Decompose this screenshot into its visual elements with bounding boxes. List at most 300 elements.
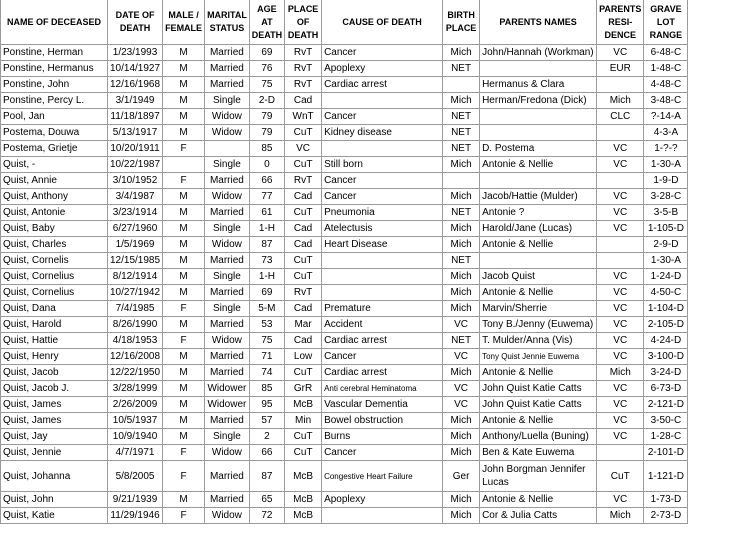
cell-parents: John Quist Katie Catts bbox=[480, 397, 597, 413]
cell-parents: D. Postema bbox=[480, 141, 597, 157]
cell-place: McB bbox=[285, 508, 322, 524]
cell-name: Quist, Charles bbox=[1, 237, 108, 253]
cell-age: 69 bbox=[249, 45, 284, 61]
table-row bbox=[1, 413, 688, 429]
cell-cause: Burns bbox=[322, 429, 443, 445]
cell-sex: M bbox=[163, 381, 205, 397]
cell-date: 10/27/1942 bbox=[108, 285, 163, 301]
cell-name: Quist, Annie bbox=[1, 173, 108, 189]
cell-cause bbox=[322, 269, 443, 285]
cell-parents: Antonie & Nellie bbox=[480, 492, 597, 508]
cell-place: RvT bbox=[285, 77, 322, 93]
cell-cause: Atelectusis bbox=[322, 221, 443, 237]
cell-grave: 3-28-C bbox=[644, 189, 688, 205]
cell-sex: F bbox=[163, 461, 205, 492]
cell-name: Quist, John bbox=[1, 492, 108, 508]
cell-name: Quist, James bbox=[1, 413, 108, 429]
table-row bbox=[1, 285, 688, 301]
cell-cause: Cancer bbox=[322, 45, 443, 61]
table-row bbox=[1, 461, 688, 492]
cell-age: 87 bbox=[249, 237, 284, 253]
cell-sex: M bbox=[163, 413, 205, 429]
cell-name: Quist, Johanna bbox=[1, 461, 108, 492]
header-marital: MARITAL STATUS bbox=[205, 0, 250, 45]
cell-date: 3/23/1914 bbox=[108, 205, 163, 221]
cell-residence bbox=[597, 445, 644, 461]
cell-age: 61 bbox=[249, 205, 284, 221]
cell-residence: VC bbox=[597, 317, 644, 333]
cell-name: Quist, - bbox=[1, 157, 108, 173]
cell-name: Quist, Dana bbox=[1, 301, 108, 317]
cell-residence: VC bbox=[597, 45, 644, 61]
cell-cause bbox=[322, 93, 443, 109]
table-row bbox=[1, 269, 688, 285]
cell-age: 69 bbox=[249, 285, 284, 301]
cell-sex: M bbox=[163, 205, 205, 221]
cell-date: 3/28/1999 bbox=[108, 381, 163, 397]
cell-sex: M bbox=[163, 397, 205, 413]
cell-birthplace: Mich bbox=[443, 301, 480, 317]
table-row bbox=[1, 349, 688, 365]
cell-parents: Anthony/Luella (Buning) bbox=[480, 429, 597, 445]
cell-grave: 1-121-D bbox=[644, 461, 688, 492]
cell-cause bbox=[322, 253, 443, 269]
cell-birthplace: NET bbox=[443, 141, 480, 157]
table-row bbox=[1, 77, 688, 93]
cell-parents: Antonie & Nellie bbox=[480, 365, 597, 381]
cell-cause bbox=[322, 141, 443, 157]
cell-date: 8/12/1914 bbox=[108, 269, 163, 285]
cell-sex: M bbox=[163, 45, 205, 61]
cell-residence: VC bbox=[597, 429, 644, 445]
cell-grave: 1-?-? bbox=[644, 141, 688, 157]
cell-parents: Antonie & Nellie bbox=[480, 157, 597, 173]
cell-residence: VC bbox=[597, 189, 644, 205]
cell-sex: M bbox=[163, 349, 205, 365]
cell-residence: VC bbox=[597, 381, 644, 397]
cell-name: Quist, Jay bbox=[1, 429, 108, 445]
cell-grave: 1-104-D bbox=[644, 301, 688, 317]
cell-marital: Widower bbox=[205, 381, 250, 397]
cell-birthplace: Ger bbox=[443, 461, 480, 492]
cell-marital: Widow bbox=[205, 125, 250, 141]
cell-birthplace: Mich bbox=[443, 237, 480, 253]
cell-birthplace: Mich bbox=[443, 157, 480, 173]
cell-marital: Married bbox=[205, 61, 250, 77]
cell-date: 3/4/1987 bbox=[108, 189, 163, 205]
header-residence: PARENTS RESI-DENCE bbox=[597, 0, 644, 45]
cell-name: Quist, Anthony bbox=[1, 189, 108, 205]
cell-name: Postema, Grietje bbox=[1, 141, 108, 157]
cell-birthplace: VC bbox=[443, 381, 480, 397]
cell-parents: Hermanus & Clara bbox=[480, 77, 597, 93]
cell-grave: 1-48-C bbox=[644, 61, 688, 77]
table-row bbox=[1, 381, 688, 397]
cell-residence: VC bbox=[597, 141, 644, 157]
cell-age: 71 bbox=[249, 349, 284, 365]
cell-sex: F bbox=[163, 333, 205, 349]
table-row bbox=[1, 253, 688, 269]
cell-birthplace: Mich bbox=[443, 429, 480, 445]
cell-birthplace: Mich bbox=[443, 93, 480, 109]
header-place: PLACE OF DEATH bbox=[285, 0, 322, 45]
cell-marital: Married bbox=[205, 77, 250, 93]
cell-date: 12/16/2008 bbox=[108, 349, 163, 365]
cell-cause: Apoplexy bbox=[322, 61, 443, 77]
cell-birthplace: NET bbox=[443, 205, 480, 221]
cell-cause bbox=[322, 285, 443, 301]
cell-place: McB bbox=[285, 461, 322, 492]
cell-name: Quist, Jennie bbox=[1, 445, 108, 461]
cell-date: 12/22/1950 bbox=[108, 365, 163, 381]
cell-residence bbox=[597, 237, 644, 253]
cell-cause: Congestive Heart Failure bbox=[322, 461, 443, 492]
cell-cause: Cancer bbox=[322, 173, 443, 189]
cell-grave: 4-24-D bbox=[644, 333, 688, 349]
cell-name: Pool, Jan bbox=[1, 109, 108, 125]
cell-name: Ponstine, Hermanus bbox=[1, 61, 108, 77]
cell-age: 1-H bbox=[249, 221, 284, 237]
cell-parents bbox=[480, 109, 597, 125]
cell-date: 8/26/1990 bbox=[108, 317, 163, 333]
header-cause: CAUSE OF DEATH bbox=[322, 0, 443, 45]
cell-place: Cad bbox=[285, 333, 322, 349]
cell-birthplace: Mich bbox=[443, 269, 480, 285]
cell-place: RvT bbox=[285, 45, 322, 61]
cell-grave: 3-100-D bbox=[644, 349, 688, 365]
cell-parents: Marvin/Sherrie bbox=[480, 301, 597, 317]
cell-parents: Tony B./Jenny (Euwema) bbox=[480, 317, 597, 333]
cell-name: Quist, Cornelius bbox=[1, 269, 108, 285]
table-row bbox=[1, 333, 688, 349]
cell-sex: M bbox=[163, 125, 205, 141]
cell-grave: 1-9-D bbox=[644, 173, 688, 189]
table-row bbox=[1, 109, 688, 125]
cell-birthplace: NET bbox=[443, 253, 480, 269]
cell-residence: VC bbox=[597, 157, 644, 173]
cell-sex: M bbox=[163, 61, 205, 77]
cell-age: 1-H bbox=[249, 269, 284, 285]
cell-name: Ponstine, John bbox=[1, 77, 108, 93]
cell-sex: M bbox=[163, 189, 205, 205]
cell-marital: Widow bbox=[205, 445, 250, 461]
cell-parents: John/Hannah (Workman) bbox=[480, 45, 597, 61]
cell-residence: Mich bbox=[597, 365, 644, 381]
cell-marital: Married bbox=[205, 173, 250, 189]
cell-marital: Widow bbox=[205, 237, 250, 253]
cell-age: 73 bbox=[249, 253, 284, 269]
cell-sex: M bbox=[163, 285, 205, 301]
cell-date: 5/8/2005 bbox=[108, 461, 163, 492]
cell-parents: Jacob/Hattie (Mulder) bbox=[480, 189, 597, 205]
cell-residence: VC bbox=[597, 349, 644, 365]
cell-sex: M bbox=[163, 237, 205, 253]
cell-place: Cad bbox=[285, 237, 322, 253]
cell-residence: EUR bbox=[597, 61, 644, 77]
table-row bbox=[1, 365, 688, 381]
cell-date: 9/21/1939 bbox=[108, 492, 163, 508]
table-row bbox=[1, 173, 688, 189]
cell-place: CuT bbox=[285, 429, 322, 445]
cell-place: CuT bbox=[285, 157, 322, 173]
cell-place: RvT bbox=[285, 285, 322, 301]
cell-sex: M bbox=[163, 221, 205, 237]
cell-marital: Married bbox=[205, 492, 250, 508]
cell-name: Ponstine, Percy L. bbox=[1, 93, 108, 109]
cell-grave: 6-73-D bbox=[644, 381, 688, 397]
table-row bbox=[1, 125, 688, 141]
cell-marital: Married bbox=[205, 365, 250, 381]
cell-sex: F bbox=[163, 508, 205, 524]
cell-date: 2/26/2009 bbox=[108, 397, 163, 413]
cell-sex: F bbox=[163, 173, 205, 189]
cell-name: Quist, Antonie bbox=[1, 205, 108, 221]
cell-marital: Single bbox=[205, 269, 250, 285]
cell-residence: Mich bbox=[597, 93, 644, 109]
cell-grave: 1-73-D bbox=[644, 492, 688, 508]
cell-birthplace: NET bbox=[443, 333, 480, 349]
cell-grave: 1-105-D bbox=[644, 221, 688, 237]
cell-sex: F bbox=[163, 445, 205, 461]
table-row bbox=[1, 445, 688, 461]
cell-marital: Married bbox=[205, 461, 250, 492]
cell-date: 12/15/1985 bbox=[108, 253, 163, 269]
cell-marital bbox=[205, 141, 250, 157]
cell-cause: Premature bbox=[322, 301, 443, 317]
cell-grave: 4-50-C bbox=[644, 285, 688, 301]
cell-grave: 2-121-D bbox=[644, 397, 688, 413]
table-row bbox=[1, 429, 688, 445]
cell-sex: M bbox=[163, 77, 205, 93]
cell-grave: 2-73-D bbox=[644, 508, 688, 524]
cell-date: 4/7/1971 bbox=[108, 445, 163, 461]
cell-grave: 3-24-D bbox=[644, 365, 688, 381]
cell-parents: Antonie & Nellie bbox=[480, 237, 597, 253]
cell-birthplace: Mich bbox=[443, 445, 480, 461]
cell-age: 77 bbox=[249, 189, 284, 205]
table-row bbox=[1, 141, 688, 157]
cell-place: CuT bbox=[285, 253, 322, 269]
table-row bbox=[1, 492, 688, 508]
cell-date: 1/23/1993 bbox=[108, 45, 163, 61]
cell-marital: Married bbox=[205, 413, 250, 429]
cell-cause: Apoplexy bbox=[322, 492, 443, 508]
cell-place: Min bbox=[285, 413, 322, 429]
cell-place: CuT bbox=[285, 365, 322, 381]
cell-birthplace: Mich bbox=[443, 508, 480, 524]
cell-age: 85 bbox=[249, 381, 284, 397]
cell-age: 65 bbox=[249, 492, 284, 508]
cell-age: 85 bbox=[249, 141, 284, 157]
cell-birthplace: VC bbox=[443, 397, 480, 413]
cell-residence: VC bbox=[597, 492, 644, 508]
cell-grave: 6-48-C bbox=[644, 45, 688, 61]
cell-residence: CLC bbox=[597, 109, 644, 125]
cell-birthplace: Mich bbox=[443, 189, 480, 205]
cell-date: 5/13/1917 bbox=[108, 125, 163, 141]
cell-residence: VC bbox=[597, 205, 644, 221]
cell-name: Quist, Henry bbox=[1, 349, 108, 365]
cell-age: 79 bbox=[249, 125, 284, 141]
cell-name: Postema, Douwa bbox=[1, 125, 108, 141]
table-row bbox=[1, 237, 688, 253]
cell-date: 7/4/1985 bbox=[108, 301, 163, 317]
cell-cause: Cancer bbox=[322, 189, 443, 205]
cell-cause: Accident bbox=[322, 317, 443, 333]
cell-marital: Widower bbox=[205, 397, 250, 413]
cell-grave: 4-48-C bbox=[644, 77, 688, 93]
cell-marital: Single bbox=[205, 157, 250, 173]
cell-date: 3/1/1949 bbox=[108, 93, 163, 109]
cell-sex: M bbox=[163, 109, 205, 125]
cell-birthplace: Mich bbox=[443, 45, 480, 61]
cell-birthplace: VC bbox=[443, 349, 480, 365]
cell-cause: Pneumonia bbox=[322, 205, 443, 221]
cell-sex: M bbox=[163, 492, 205, 508]
cell-parents: Ben & Kate Euwema bbox=[480, 445, 597, 461]
cell-parents bbox=[480, 173, 597, 189]
cell-place: GrR bbox=[285, 381, 322, 397]
cell-age: 0 bbox=[249, 157, 284, 173]
cell-age: 2-D bbox=[249, 93, 284, 109]
cell-sex: M bbox=[163, 317, 205, 333]
cell-marital: Widow bbox=[205, 109, 250, 125]
cell-age: 79 bbox=[249, 109, 284, 125]
table-header bbox=[1, 0, 688, 45]
cell-grave: 3-50-C bbox=[644, 413, 688, 429]
cell-name: Quist, Jacob bbox=[1, 365, 108, 381]
cell-place: RvT bbox=[285, 61, 322, 77]
cell-residence bbox=[597, 253, 644, 269]
cell-cause: Cancer bbox=[322, 445, 443, 461]
cell-place: Low bbox=[285, 349, 322, 365]
header-birthplace: BIRTH PLACE bbox=[443, 0, 480, 45]
cell-place: RvT bbox=[285, 173, 322, 189]
header-date: DATE OF DEATH bbox=[108, 0, 163, 45]
header-age: AGE AT DEATH bbox=[249, 0, 284, 45]
table-row bbox=[1, 189, 688, 205]
cell-birthplace bbox=[443, 173, 480, 189]
header-grave: GRAVE LOT RANGE bbox=[644, 0, 688, 45]
cell-parents bbox=[480, 125, 597, 141]
cell-cause: Bowel obstruction bbox=[322, 413, 443, 429]
table-row bbox=[1, 301, 688, 317]
cell-cause: Still born bbox=[322, 157, 443, 173]
cell-date: 10/5/1937 bbox=[108, 413, 163, 429]
cell-sex: F bbox=[163, 141, 205, 157]
cell-age: 95 bbox=[249, 397, 284, 413]
cell-date: 11/18/1897 bbox=[108, 109, 163, 125]
cell-residence bbox=[597, 77, 644, 93]
cell-cause: Cardiac arrest bbox=[322, 365, 443, 381]
cell-date: 4/18/1953 bbox=[108, 333, 163, 349]
cell-cause: Vascular Dementia bbox=[322, 397, 443, 413]
cell-residence: VC bbox=[597, 221, 644, 237]
cell-sex: M bbox=[163, 429, 205, 445]
cell-birthplace: Mich bbox=[443, 221, 480, 237]
cell-name: Quist, Jacob J. bbox=[1, 381, 108, 397]
cell-age: 74 bbox=[249, 365, 284, 381]
cell-age: 76 bbox=[249, 61, 284, 77]
cell-grave: 3-48-C bbox=[644, 93, 688, 109]
cell-residence: VC bbox=[597, 269, 644, 285]
cell-place: Cad bbox=[285, 189, 322, 205]
cell-name: Quist, Cornelis bbox=[1, 253, 108, 269]
cell-sex bbox=[163, 157, 205, 173]
cell-cause: Cardiac arrest bbox=[322, 333, 443, 349]
cell-age: 75 bbox=[249, 333, 284, 349]
cell-parents: Herman/Fredona (Dick) bbox=[480, 93, 597, 109]
cell-place: Cad bbox=[285, 93, 322, 109]
cell-grave: ?-14-A bbox=[644, 109, 688, 125]
cell-birthplace: VC bbox=[443, 317, 480, 333]
cell-name: Quist, Hattie bbox=[1, 333, 108, 349]
header-sex: MALE / FEMALE bbox=[163, 0, 205, 45]
cell-name: Quist, Katie bbox=[1, 508, 108, 524]
cell-sex: M bbox=[163, 269, 205, 285]
cell-marital: Single bbox=[205, 429, 250, 445]
cell-age: 75 bbox=[249, 77, 284, 93]
cell-residence bbox=[597, 173, 644, 189]
cell-age: 72 bbox=[249, 508, 284, 524]
cell-parents bbox=[480, 253, 597, 269]
cell-marital: Married bbox=[205, 349, 250, 365]
cell-cause: Anti cerebral Heminatoma bbox=[322, 381, 443, 397]
cell-age: 57 bbox=[249, 413, 284, 429]
cell-cause bbox=[322, 508, 443, 524]
cell-grave: 1-30-A bbox=[644, 157, 688, 173]
cell-parents: Jacob Quist bbox=[480, 269, 597, 285]
cell-parents bbox=[480, 61, 597, 77]
cell-residence: Mich bbox=[597, 508, 644, 524]
cell-sex: M bbox=[163, 253, 205, 269]
cell-marital: Widow bbox=[205, 333, 250, 349]
cell-date: 1/5/1969 bbox=[108, 237, 163, 253]
cell-birthplace: Mich bbox=[443, 365, 480, 381]
cell-grave: 2-105-D bbox=[644, 317, 688, 333]
cell-place: CuT bbox=[285, 269, 322, 285]
cell-place: Mar bbox=[285, 317, 322, 333]
cell-sex: M bbox=[163, 93, 205, 109]
cell-age: 2 bbox=[249, 429, 284, 445]
cell-place: CuT bbox=[285, 205, 322, 221]
cell-marital: Widow bbox=[205, 508, 250, 524]
cell-grave: 2-9-D bbox=[644, 237, 688, 253]
cell-cause: Kidney disease bbox=[322, 125, 443, 141]
cell-place: Cad bbox=[285, 221, 322, 237]
cell-grave: 4-3-A bbox=[644, 125, 688, 141]
cell-parents: Antonie & Nellie bbox=[480, 413, 597, 429]
cell-cause: Cancer bbox=[322, 109, 443, 125]
cell-place: CuT bbox=[285, 125, 322, 141]
cell-cause: Cancer bbox=[322, 349, 443, 365]
cell-marital: Widow bbox=[205, 189, 250, 205]
cell-name: Quist, Harold bbox=[1, 317, 108, 333]
cell-birthplace: NET bbox=[443, 109, 480, 125]
cell-marital: Single bbox=[205, 301, 250, 317]
cell-birthplace bbox=[443, 77, 480, 93]
cell-age: 53 bbox=[249, 317, 284, 333]
cell-birthplace: NET bbox=[443, 125, 480, 141]
cell-birthplace: Mich bbox=[443, 285, 480, 301]
cell-place: McB bbox=[285, 492, 322, 508]
table-row bbox=[1, 317, 688, 333]
table-row bbox=[1, 157, 688, 173]
cell-residence bbox=[597, 125, 644, 141]
cell-place: CuT bbox=[285, 445, 322, 461]
cell-grave: 1-28-C bbox=[644, 429, 688, 445]
cell-marital: Married bbox=[205, 45, 250, 61]
